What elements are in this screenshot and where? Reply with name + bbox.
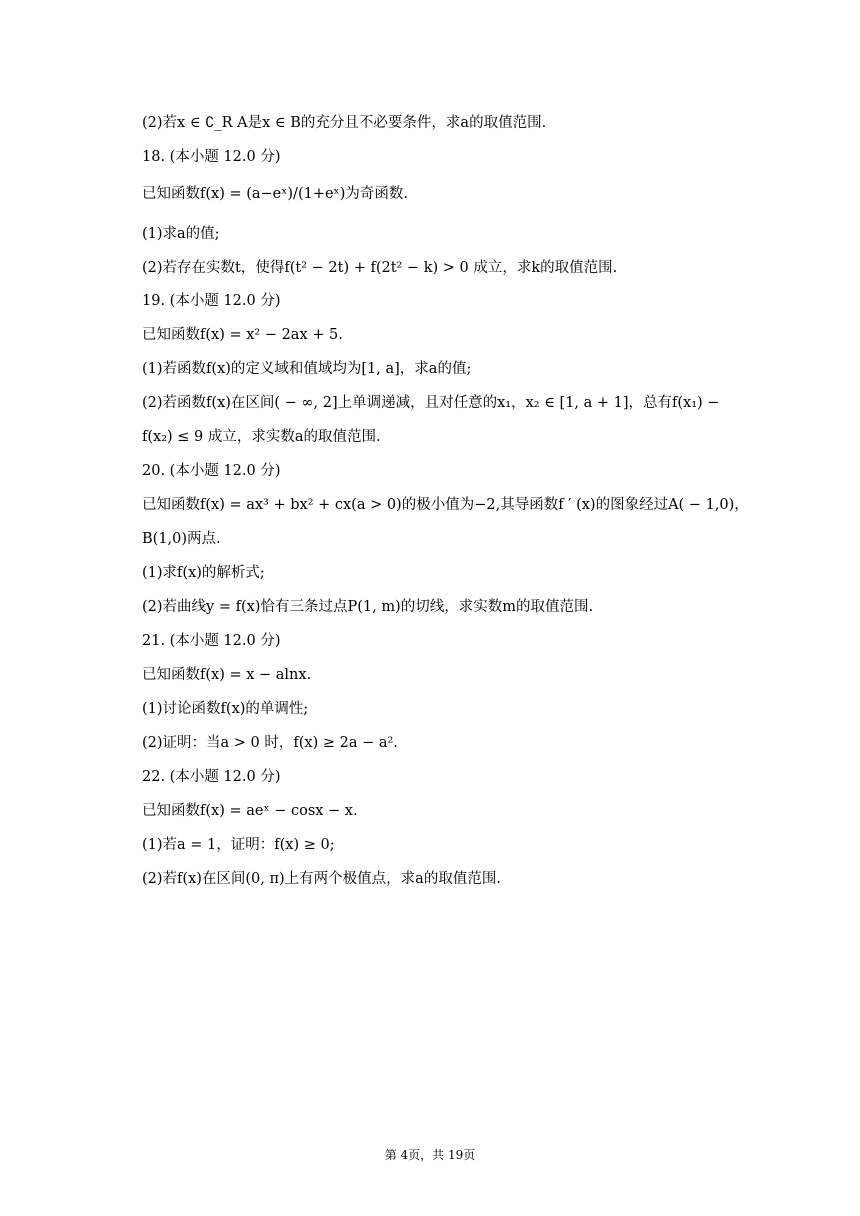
q19-part2-line2: f(x₂) ≤ 9 成立，求实数a的取值范围. <box>142 429 381 445</box>
q19-stem: 已知函数f(x) = x² − 2ax + 5. <box>142 327 343 343</box>
q20-stem-line2: B(1,0)两点. <box>142 531 221 547</box>
q21-stem: 已知函数f(x) = x − alnx. <box>142 667 312 683</box>
q17-part2: (2)若x ∈ ∁_R A是x ∈ B的充分且不必要条件，求a的取值范围. <box>142 115 547 131</box>
q19-part2-line1: (2)若函数f(x)在区间( − ∞, 2]上单调递减，且对任意的x₁，x₂ ∈ [1, a + 1]，总有f(x₁) − <box>142 395 720 411</box>
q19-part1: (1)若函数f(x)的定义域和值域均为[1, a]，求a的值; <box>142 361 472 377</box>
q18-part1: (1)求a的值; <box>142 226 220 242</box>
q21-header: 21. (本小题 12.0 分) <box>142 633 281 649</box>
q20-stem-line1: 已知函数f(x) = ax³ + bx² + cx(a > 0)的极小值为−2,其导函数f ′ (x)的图象经过A( − 1,0)， <box>142 497 749 513</box>
q20-part2: (2)若曲线y = f(x)恰有三条过点P(1, m)的切线，求实数m的取值范围. <box>142 599 594 615</box>
q22-part2: (2)若f(x)在区间(0, π)上有两个极值点，求a的取值范围. <box>142 871 501 887</box>
q21-part1: (1)讨论函数f(x)的单调性; <box>142 701 309 717</box>
q18-part2: (2)若存在实数t，使得f(t² − 2t) + f(2t² − k) > 0 成立，求k的取值范围. <box>142 260 618 276</box>
q18-header: 18. (本小题 12.0 分) <box>142 149 281 165</box>
q21-part2: (2)证明：当a > 0 时，f(x) ≥ 2a − a². <box>142 735 398 751</box>
q19-header: 19. (本小题 12.0 分) <box>142 293 281 309</box>
q20-part1: (1)求f(x)的解析式; <box>142 565 265 581</box>
page-footer: 第 4页，共 19页 <box>384 1148 476 1162</box>
q20-header: 20. (本小题 12.0 分) <box>142 463 281 479</box>
q22-stem: 已知函数f(x) = aeˣ − cosx − x. <box>142 803 358 819</box>
q22-header: 22. (本小题 12.0 分) <box>142 769 281 785</box>
q22-part1: (1)若a = 1，证明：f(x) ≥ 0; <box>142 837 335 853</box>
q18-stem: 已知函数f(x) = (a−eˣ)/(1+eˣ)为奇函数. <box>142 186 408 202</box>
